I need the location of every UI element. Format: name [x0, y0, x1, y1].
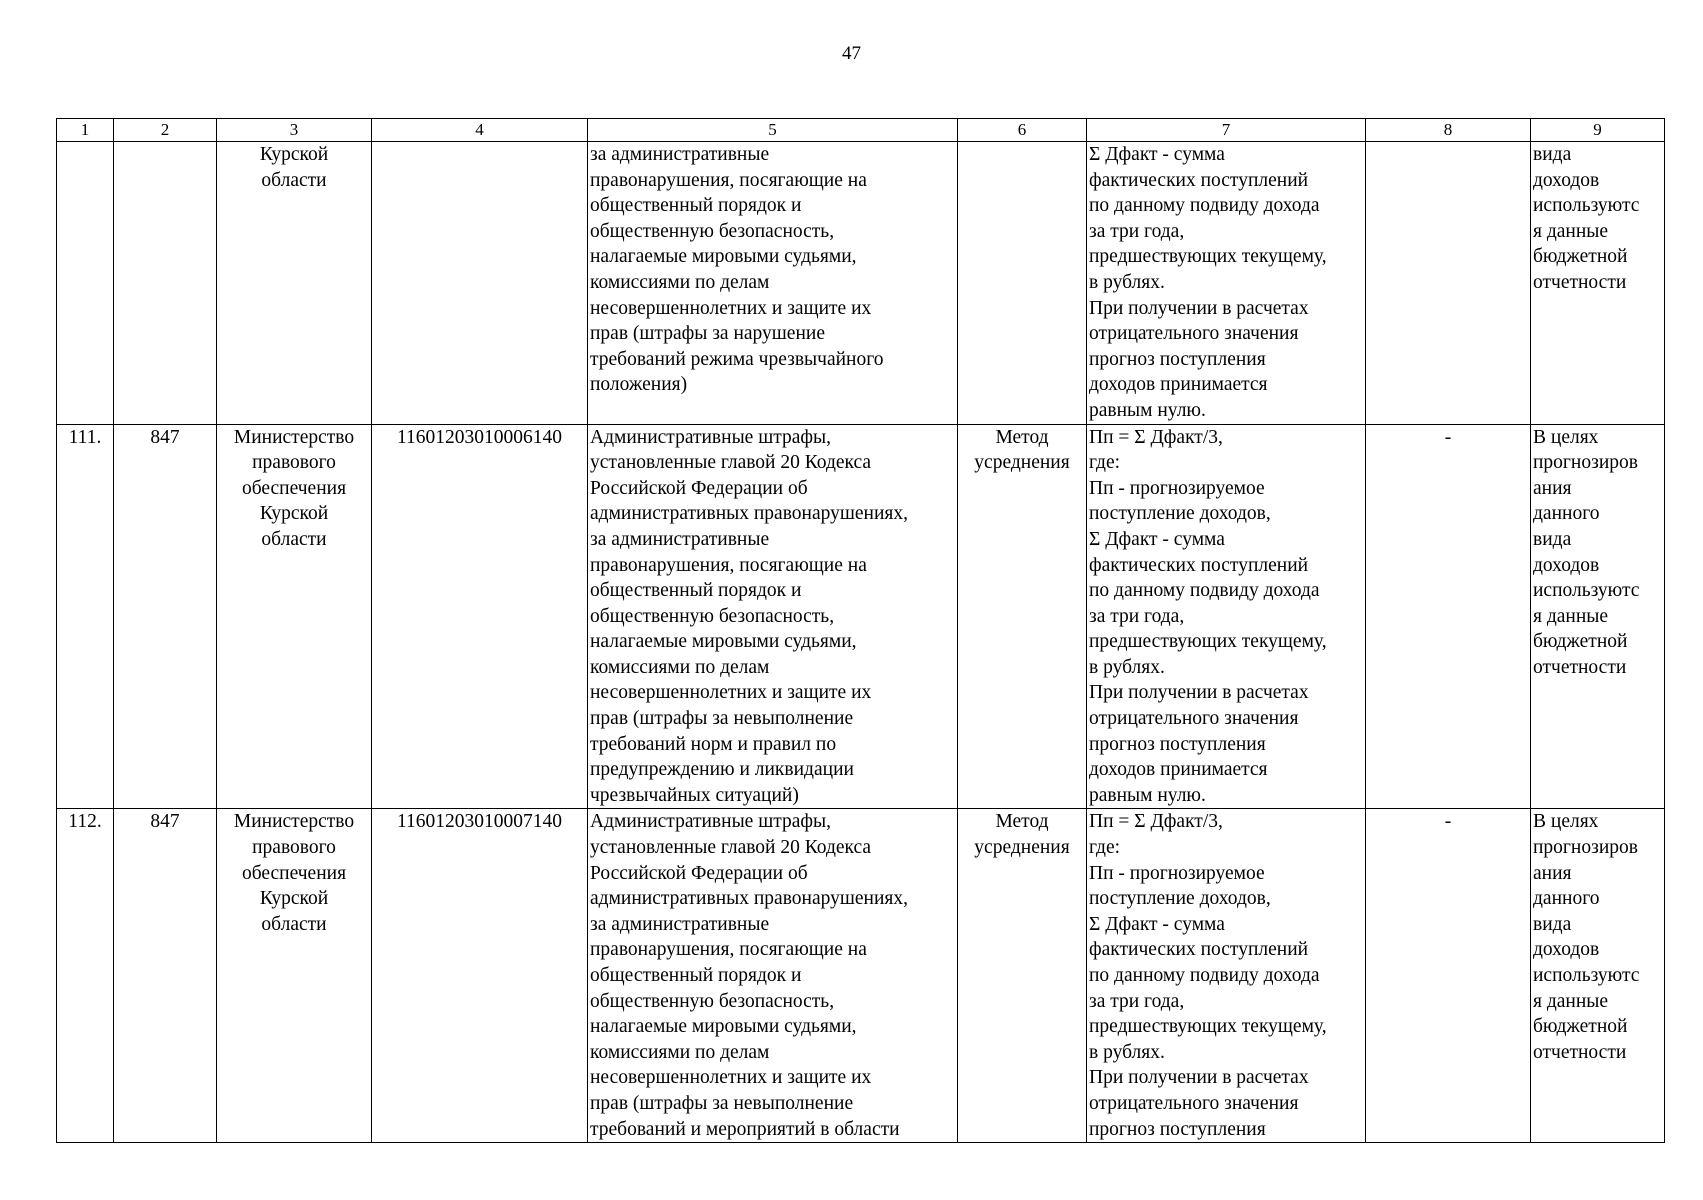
header-cell: 5 — [588, 119, 958, 142]
method-cell — [958, 142, 1087, 425]
header-cell: 2 — [114, 119, 217, 142]
formula-cell: Σ Дфакт - сумма фактических поступлений по данному подвиду дохода за три года, предшествующих текущему, в рублях. При получении в расчетах отрицательного значения прогноз поступления доходов принимается равным нулю. — [1087, 142, 1366, 425]
method-cell: Метод усреднения — [958, 809, 1087, 1143]
admin-code-cell: 847 — [114, 424, 217, 809]
column-8-cell: - — [1366, 424, 1531, 809]
administrator-name-cell: Министерство правового обеспечения Курской области — [217, 809, 372, 1143]
kbk-code-cell — [372, 142, 588, 425]
revenue-forecast-table — [56, 118, 1665, 1143]
note-cell: В целях прогнозиров ания данного вида доходов используютс я данные бюджетной отчетности — [1531, 424, 1665, 809]
kbk-code-cell: 11601203010006140 — [372, 424, 588, 809]
page-number: 47 — [842, 43, 861, 64]
header-cell: 8 — [1366, 119, 1531, 142]
row-number-cell — [57, 142, 114, 425]
revenue-name-cell: Административные штрафы, установленные главой 20 Кодекса Российской Федерации об административных правонарушениях, за административные правонарушения, посягающие на общественный порядок и общественную безопасность, налагаемые мировыми судьями, комиссиями по делам несовершеннолетних и защите их прав (штрафы за невыполнение требований и мероприятий в области — [588, 809, 958, 1143]
header-cell: 3 — [217, 119, 372, 142]
header-cell: 9 — [1531, 119, 1665, 142]
administrator-name-cell: Министерство правового обеспечения Курской области — [217, 424, 372, 809]
administrator-name-cell: Курской области — [217, 142, 372, 425]
header-cell: 4 — [372, 119, 588, 142]
table-row — [57, 809, 1665, 1143]
admin-code-cell — [114, 142, 217, 425]
header-cell: 6 — [958, 119, 1087, 142]
table-row — [57, 424, 1665, 809]
row-number-cell: 111. — [57, 424, 114, 809]
formula-cell: Пп = Σ Дфакт/3, где: Пп - прогнозируемое поступление доходов, Σ Дфакт - сумма фактических поступлений по данному подвиду дохода за три года, предшествующих текущему, в рублях. При получении в расчетах отрицательного значения прогноз поступления — [1087, 809, 1366, 1143]
kbk-code-cell: 11601203010007140 — [372, 809, 588, 1143]
column-8-cell — [1366, 142, 1531, 425]
formula-cell: Пп = Σ Дфакт/3, где: Пп - прогнозируемое поступление доходов, Σ Дфакт - сумма фактических поступлений по данному подвиду дохода за три года, предшествующих текущему, в рублях. При получении в расчетах отрицательного значения прогноз поступления доходов принимается равным нулю. — [1087, 424, 1366, 809]
row-number-cell: 112. — [57, 809, 114, 1143]
method-cell: Метод усреднения — [958, 424, 1087, 809]
note-cell: В целях прогнозиров ания данного вида доходов используютс я данные бюджетной отчетности — [1531, 809, 1665, 1143]
note-cell: вида доходов используютс я данные бюджетной отчетности — [1531, 142, 1665, 425]
revenue-name-cell: Административные штрафы, установленные главой 20 Кодекса Российской Федерации об административных правонарушениях, за административные правонарушения, посягающие на общественный порядок и общественную безопасность, налагаемые мировыми судьями, комиссиями по делам несовершеннолетних и защите их прав (штрафы за невыполнение требований норм и правил по предупреждению и ликвидации чрезвычайных ситуаций) — [588, 424, 958, 809]
header-cell: 1 — [57, 119, 114, 142]
header-cell: 7 — [1087, 119, 1366, 142]
column-number-header-row — [57, 119, 1665, 142]
table-row-continuation — [57, 142, 1665, 425]
admin-code-cell: 847 — [114, 809, 217, 1143]
revenue-name-cell: за административные правонарушения, посягающие на общественный порядок и общественную безопасность, налагаемые мировыми судьями, комиссиями по делам несовершеннолетних и защите их прав (штрафы за нарушение требований режима чрезвычайного положения) — [588, 142, 958, 425]
column-8-cell: - — [1366, 809, 1531, 1143]
